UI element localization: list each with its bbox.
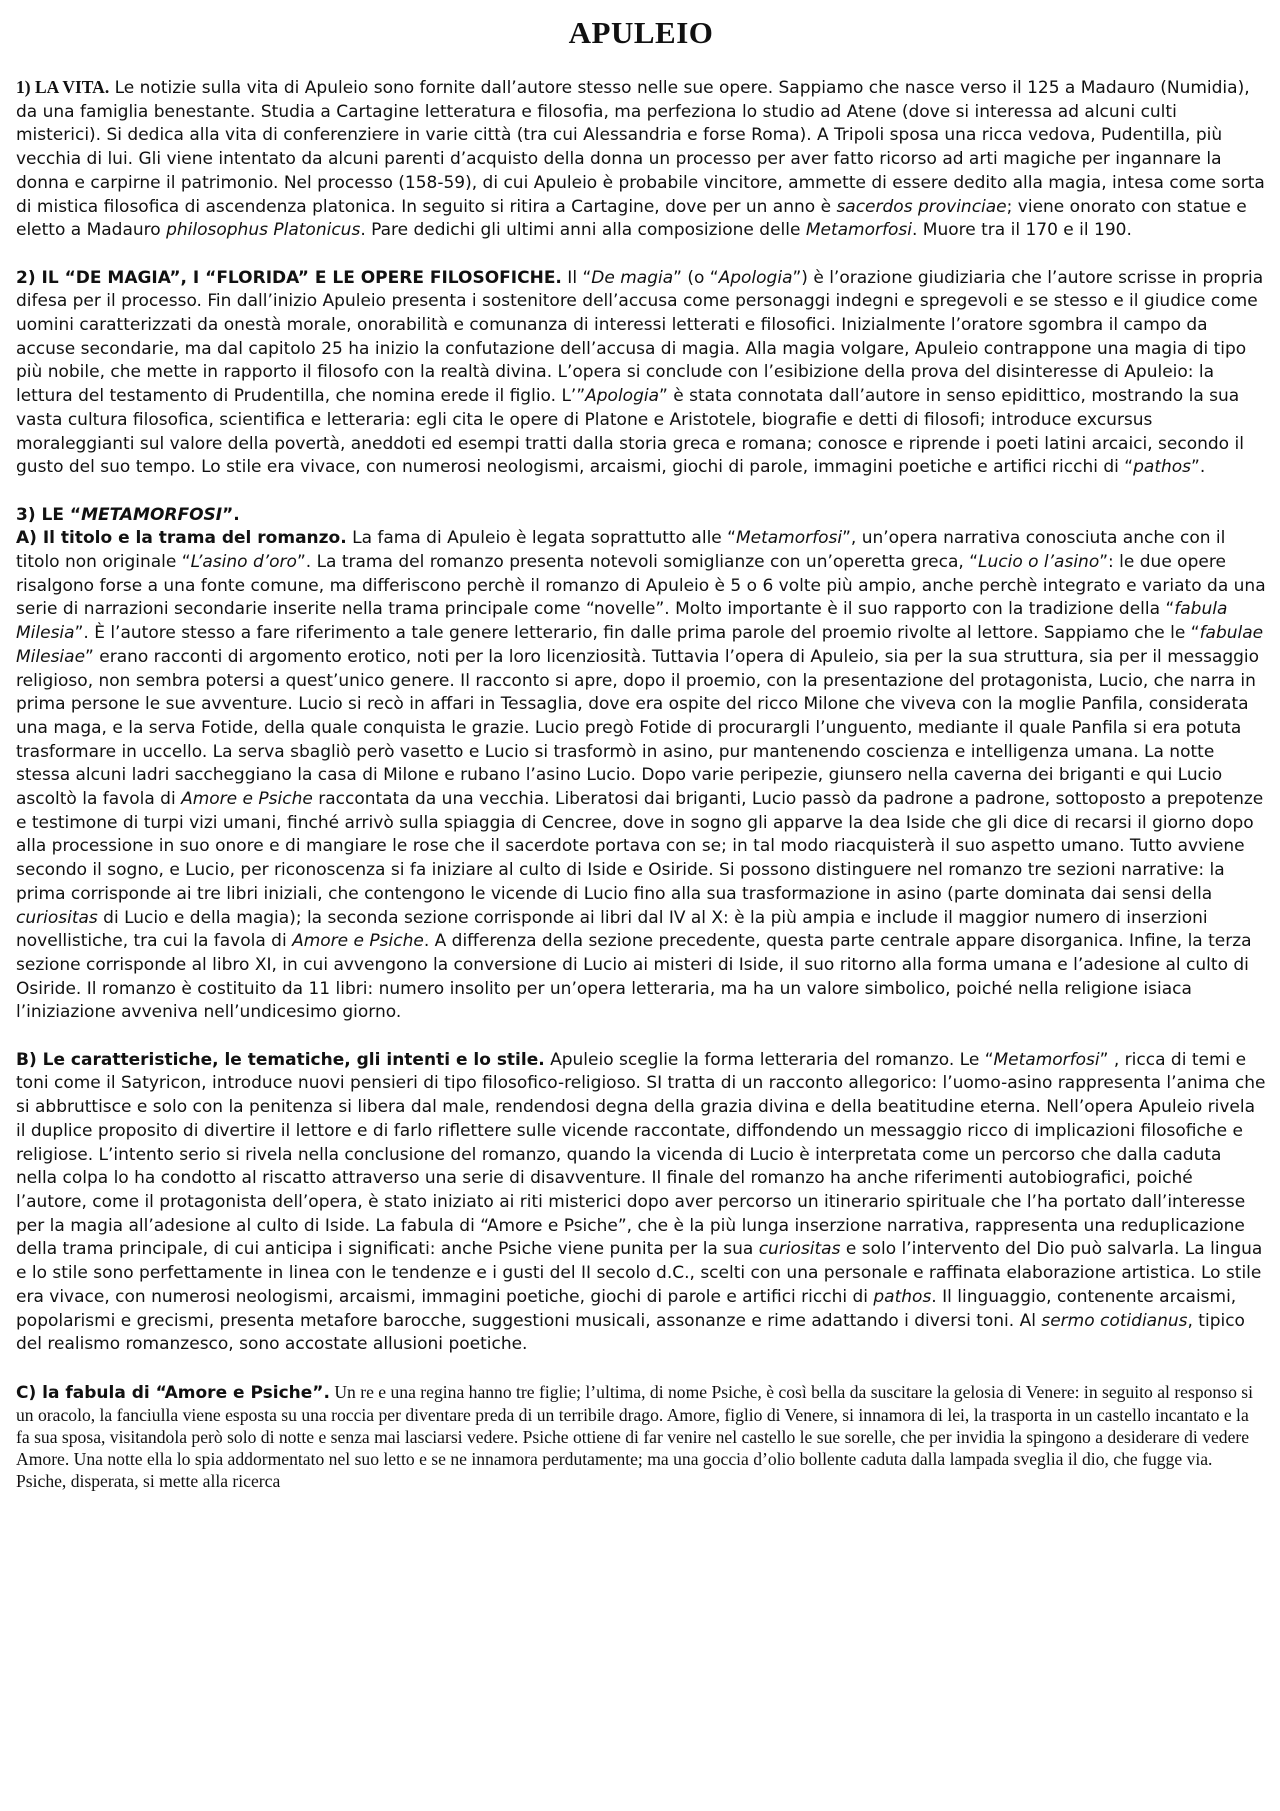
section-metamorfosi-b: [16, 1049, 1266, 1357]
section-italic: philosophus Platonicus: [166, 220, 361, 241]
section-text: ”: le due opere risalgono forse a una fonte comune, ma differiscono perchè il romanzo di Apuleio è 5 o 6 volte più ampio, anche perchè integrato e variato da una serie di narrazioni secondarie inserite nella trama principale come “novelle”. Molto importante è il suo rapporto con la tradizione della “: [16, 552, 1266, 620]
section-text: ” erano racconti di argomento erotico, noti per la loro licenziosità. Tuttavia l’opera di Apuleio, sia per la sua struttura, sia per il messaggio religioso, non sembra potersi a quest’unico genere. Il racconto si apre, dopo il proemio, con la presentazione del protagonista, Lucio, che narra in prima persone le sue avventure. Lucio si recò in affari in Tessaglia, dove era ospite del ricco Milone che viveva con la moglie Panfila, considerata una maga, e la serva Fotide, della quale conquista le grazie. Lucio pregò Fotide di procurargli l’unguento, mediante il quale Panfila si era potuta trasformare in uccello. La serva sbagliò però vasetto e Lucio si trasformò in asino, pur mantenendo coscienza e intelligenza umana. La notte stessa alcuni ladri saccheggiano la casa di Milone e rubano l’asino Lucio. Dopo varie peripezie, giunsero nella caverna dei briganti e qui Lucio ascoltò la favola di: [16, 646, 1260, 810]
page-title: APULEIO: [568, 15, 714, 50]
section-la-vita: [16, 76, 1266, 243]
section-text: ”. È l’autore stesso a fare riferimento a tale genere letterario, fin dalle prima parole del proemio rivolte al lettore. Sappiamo che le “: [74, 623, 1200, 644]
section-italic: L’asino d’oro: [190, 552, 297, 573]
heading-italic: METAMORFOSI: [81, 504, 223, 525]
section-italic: Metamorfosi: [735, 528, 843, 549]
section-italic: Amore e Psiche: [292, 931, 424, 952]
section-text: ” , ricca di temi e toni come il Satyricon, introduce nuovi pensieri di tipo filosofico-religioso. SI tratta di un racconto allegorico: l’uomo-asino rappresenta l’anima che si abbruttisce e solo con la penitenza si libera dal male, rendendosi degna della grazia divina e della beatitudine eterna. Nell’opera Apuleio rivela il duplice proposito di divertire il lettore e di farlo riflettere sulle vicende raccontate, diffondendo un messaggio ricco di implicazioni filosofiche e religiose. L’intento serio si rivela nella conclusione del romanzo, quando la vicenda di Lucio è interpretata come un percorso che dalla caduta nella colpa lo ha condotto al riscatto attraverso una serie di disavventure. Il finale del romanzo ha anche riferimenti autobiografici, poiché l’autore, come il protagonista dell’opera, è stato iniziato ai riti misterici dopo aver percorso un itinerario spirituale che l’ha portato dall’interesse per la magia all’adesione al culto di Iside. La fabula di “Amore e Psiche”, che è la più lunga inserzione narrativa, rappresenta una reduplicazione della trama principale, di cui anticipa i significati: anche Psiche viene punita per la sua: [16, 1049, 1266, 1260]
section-italic: pathos: [1133, 457, 1192, 478]
section-text: . Il linguaggio, contenente arcaismi, popolarismi e grecismi, presenta metafore barocche, suggestioni musicali, assonanze e rime adattando i diversi toni. Al: [16, 1286, 1237, 1331]
section-heading: 2) IL “DE MAGIA”, I “FLORIDA” E LE OPERE FILOSOFICHE.: [16, 267, 562, 288]
section-text: Le notizie sulla vita di Apuleio sono fornite dall’autore stesso nelle sue opere. Sappiamo che nasce verso il 125 a Madauro (Numidia), da una famiglia benestante. Studia a Cartagine letteratura e filosofia, ma perfeziona lo studio ad Atene (dove si interessa ad alcuni culti misterici). Si dedica alla vita di conferenziere in varie città (tra cui Alessandria e forse Roma). A Tripoli sposa una ricca vedova, Pudentilla, più vecchia di lui. Gli viene intentato da alcuni parenti d’acquisto della donna un processo per aver fatto ricorso ad arti magiche per ingannare la donna e carpirne il patrimonio. Nel processo (158-59), di cui Apuleio è probabile vincitore, ammette di essere dedito alla magia, intesa come sorta di mistica filosofica di ascendenza platonica. In seguito si ritira a Cartagine, dove per un anno è: [16, 78, 1265, 217]
section-text: La fama di Apuleio è legata soprattutto alle “: [346, 528, 736, 549]
section-italic: Apologia: [585, 386, 660, 407]
section-heading: [16, 505, 240, 525]
section-italic: curiositas: [758, 1239, 841, 1260]
section-italic: pathos: [873, 1286, 932, 1307]
section-italic: fabula Milesia: [16, 599, 1228, 644]
section-heading: 1) LA VITA.: [16, 77, 110, 97]
section-text: Il “: [561, 267, 592, 288]
section-metamorfosi-heading: [16, 504, 1266, 528]
section-amore-e-psiche: [16, 1381, 1266, 1493]
section-text: e solo l’intervento del Dio può salvarla. La lingua e lo stile sono perfettamente in linea con le tendenze e i gusti del II secolo d.C., scelti con una personale e raffinata elaborazione artistica. Lo stile era vivace, con numerosi neologismi, arcaismi, immagini poetiche, giochi di parole e artifici ricchi di: [16, 1239, 1263, 1307]
section-text: ”. La trama del romanzo presenta notevoli somiglianze con un’operetta greca, “: [296, 552, 978, 573]
section-text: Un re e una regina hanno tre figlie; l’ultima, di nome Psiche, è così bella da suscitare la gelosia di Venere: in seguito al responso si un oracolo, la fanciulla viene esposta su una roccia per diventare preda di un terribile drago. Amore, figlio di Venere, si innamora di lei, la trasporta in un castello incantato e la fa sua sposa, visitandola però solo di notte e senza mai lasciarsi vedere. Psiche ottiene di far venire nel castello le sue sorelle, che per invidia la spingono a desiderare di vedere Amore. Una notte ella lo spia addormentato nel suo letto e se ne innamora perdutamente; ma una goccia d’olio bollente caduta dalla lampada sveglia il dio, che fugge via. Psiche, disperata, si mette alla ricerca: [16, 1381, 1254, 1492]
heading-part: ”.: [222, 504, 240, 525]
section-italic: Lucio o l’asino: [978, 552, 1100, 573]
subsection-heading: A) Il titolo e la trama del romanzo.: [16, 528, 347, 549]
section-text: . A differenza della sezione precedente, questa parte centrale appare disorganica. Infine, la terza sezione corrisponde al libro XI, in cui avvengono la conversione di Lucio ai misteri di Iside, il suo ritorno alla forma umana e l’adesione al culto di Osiride. Il romanzo è costituito da 11 libri: numero insolito per un’opera letteraria, ma ha un valore simbolico, poiché nella religione isiaca l’iniziazione avveniva nell’undicesimo giorno.: [16, 931, 1252, 1023]
section-text: ; viene onorato con statue e eletto a Madauro: [16, 196, 1247, 241]
section-text: . Pare dedichi gli ultimi anni alla composizione delle: [360, 220, 806, 241]
section-italic: Amore e Psiche: [181, 789, 313, 810]
section-italic: Metamorfosi: [993, 1049, 1100, 1070]
section-text: Apuleio sceglie la forma letteraria del romanzo. Le “: [544, 1049, 994, 1070]
section-text: raccontata da una vecchia. Liberatosi dai briganti, Lucio passò da padrone a padrone, sottoposto a prepotenze e testimone di turpi vizi umani, finché arrivò sulla spiaggia di Cencree, dove in sogno gli apparve la dea Iside che gli dice di recarsi il giorno dopo alla processione in suo onore e di mangiare le rose che il sacerdote portava con se; in tal modo riacquisterà il suo aspetto umano. Tutto avviene secondo il sogno, e Lucio, per riconoscenza si fa iniziare al culto di Iside e Osiride. Si possono distinguere nel romanzo tre sezioni narrative: la prima corrisponde ai tre libri iniziali, che contengono le vicende di Lucio fino alla sua trasformazione in asino (parte dominata dai sensi della: [16, 789, 1264, 904]
section-text: di Lucio e della magia); la seconda sezione corrisponde ai libri dal IV al X: è la più ampia e include il maggior numero di inserzioni novellistiche, tra cui la favola di: [16, 907, 1208, 952]
document-page: [16, 14, 1266, 1493]
section-italic: Apologia: [718, 267, 793, 288]
section-italic: sacerdos provinciae: [836, 196, 1007, 217]
section-text: ”.: [1191, 457, 1206, 478]
heading-part: 3) LE “: [16, 504, 82, 525]
section-text: . Muore tra il 170 e il 190.: [911, 220, 1132, 241]
section-text: ” è stata connotata dall’autore in senso epidittico, mostrando la sua vasta cultura filosofica, scientifica e letteraria: egli cita le opere di Platone e Aristotele, biografie e detti di filosofi; introduce excursus moraleggianti sul valore della povertà, aneddoti ed esempi tratti dalla storia greca e romana; conosce e riprende i poeti latini arcaici, secondo il gusto del suo tempo. Lo stile era vivace, con numerosi neologismi, arcaismi, giochi di parole, immagini poetiche e artifici ricchi di “: [16, 386, 1244, 478]
section-italic: sermo cotidianus: [1041, 1310, 1188, 1331]
section-text: , tipico del realismo romanzesco, sono accostate allusioni poetiche.: [16, 1310, 1245, 1355]
section-de-magia: [16, 267, 1266, 480]
subsection-heading: B) Le caratteristiche, le tematiche, gli intenti e lo stile.: [16, 1049, 545, 1070]
section-italic: De magia: [591, 267, 674, 288]
section-text: ” (o “: [673, 267, 719, 288]
section-text: ”) è l’orazione giudiziaria che l’autore scrisse in propria difesa per il processo. Fin dall’inizio Apuleio presenta i sostenitore dell’accusa come personaggi indegni e spregevoli e se stesso e il giudice come uomini caratterizzati da onestà morale, onorabilità e comunanza di interessi letterati e filosofici. Inizialmente l’oratore sgombra il campo da accuse secondarie, ma dal capitolo 25 ha inizio la confutazione dell’accusa di magia. Alla magia volgare, Apuleio contrappone una magia di tipo più nobile, che mette in rapporto il filosofo con la realtà divina. L’opera si conclude con l’esibizione della prova del disinteresse di Apuleio: la lettura del testamento di Prudentilla, che nomina erede il figlio. L’”: [16, 267, 1264, 407]
section-italic: curiositas: [16, 907, 98, 928]
subsection-heading: C) la fabula di “Amore e Psiche”.: [16, 1382, 330, 1403]
section-text: ”, un’opera narrativa conosciuta anche con il titolo non originale “: [16, 528, 1226, 573]
section-italic: fabulae Milesiae: [16, 623, 1264, 667]
section-metamorfosi-a: [16, 527, 1266, 1025]
section-italic: Metamorfosi: [805, 220, 912, 241]
